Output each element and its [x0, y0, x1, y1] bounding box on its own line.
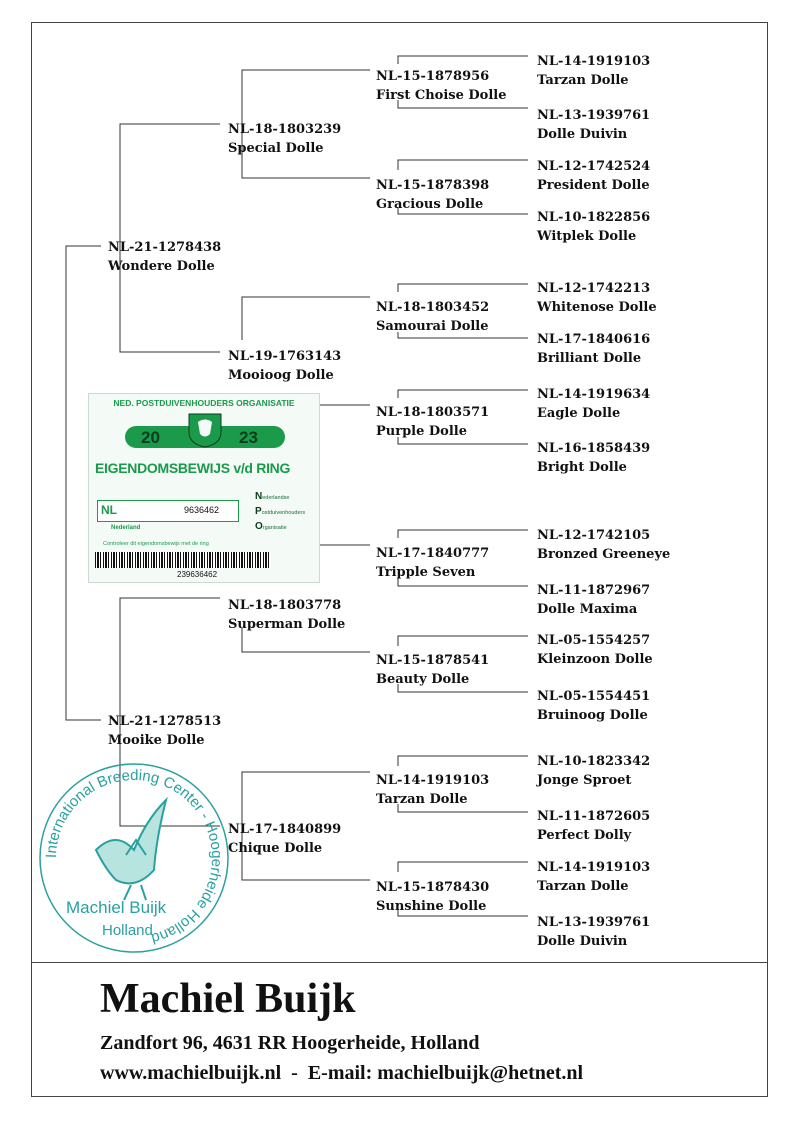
bird-name: Bright Dolle [537, 460, 627, 475]
ring-number: NL-21-1278513 [108, 714, 222, 729]
bird-name: Superman Dolle [228, 617, 346, 632]
ring-number: NL-21-1278438 [108, 240, 222, 255]
ring-number: NL-18-1803571 [376, 405, 490, 420]
great-great-grandparent-7 [537, 385, 650, 423]
card-check-text: Controleer dit eigendomsbewijs met de ring [103, 541, 209, 547]
ring-number: NL-19-1763143 [228, 349, 342, 364]
ring-number: NL-05-1554451 [537, 689, 651, 704]
great-great-grandparent-13 [537, 752, 650, 790]
great-great-grandparent-8 [537, 439, 650, 477]
ring-number: NL-14-1919103 [537, 54, 651, 69]
great-great-grandparent-3 [537, 157, 650, 195]
bird-name: Kleinzoon Dolle [537, 652, 653, 667]
great-grandparent-3 [376, 298, 489, 336]
card-ring-number: 9636462 [184, 505, 220, 515]
ring-number: NL-12-1742105 [537, 528, 651, 543]
npo-line-3: rganisatie [262, 525, 287, 531]
bird-name: Perfect Dolly [537, 828, 632, 843]
ring-number: NL-10-1822856 [537, 210, 651, 225]
footer-divider [31, 962, 768, 963]
ring-number: NL-15-1878430 [376, 880, 490, 895]
bird-name: Gracious Dolle [376, 197, 484, 212]
great-great-grandparent-9 [537, 526, 670, 564]
footer-address: Zandfort 96, 4631 RR Hoogerheide, Holland [100, 1032, 480, 1054]
grandparent-2 [228, 347, 341, 385]
ring-number: NL-14-1919103 [376, 773, 490, 788]
bird-name: Samourai Dolle [376, 319, 489, 334]
great-great-grandparent-12 [537, 687, 650, 725]
stamp-country: Holland [102, 922, 153, 939]
footer-contact [100, 1062, 583, 1085]
card-year-left: 20 [141, 428, 160, 447]
parent-1 [108, 238, 221, 276]
bird-name: President Dolle [537, 178, 650, 193]
great-great-grandparent-14 [537, 807, 650, 845]
great-great-grandparent-10 [537, 581, 650, 619]
bird-name: Brilliant Dolle [537, 351, 642, 366]
bird-name: Chique Dolle [228, 841, 323, 856]
ring-number: NL-17-1840899 [228, 822, 342, 837]
ring-number: NL-18-1803778 [228, 598, 342, 613]
ring-number: NL-18-1803239 [228, 122, 342, 137]
ring-number: NL-15-1878398 [376, 178, 490, 193]
card-title-main: EIGENDOMSBEWIJS [95, 460, 230, 476]
bird-name: Special Dolle [228, 141, 324, 156]
ring-number: NL-12-1742213 [537, 281, 651, 296]
footer-name: Machiel Buijk [100, 976, 356, 1022]
card-npo-logo: Nederlandse Postduivenhouders Organisatie [255, 491, 306, 532]
bird-name: Beauty Dolle [376, 672, 470, 687]
footer-separator: - [291, 1062, 298, 1084]
great-grandparent-5 [376, 544, 489, 582]
great-great-grandparent-5 [537, 279, 657, 317]
bird-name: Mooike Dolle [108, 733, 205, 748]
card-year-right: 23 [239, 428, 258, 447]
parent-2 [108, 712, 221, 750]
bird-name: Dolle Duivin [537, 127, 628, 142]
great-grandparent-2 [376, 176, 489, 214]
bird-name: Dolle Duivin [537, 934, 628, 949]
bird-name: Tripple Seven [376, 565, 476, 580]
card-country-code: NL [101, 503, 117, 517]
great-great-grandparent-16 [537, 913, 650, 951]
card-title-suffix: v/d RING [233, 460, 291, 476]
ring-number: NL-16-1858439 [537, 441, 651, 456]
great-grandparent-7 [376, 771, 489, 809]
bird-name: Bruinoog Dolle [537, 708, 648, 723]
ring-number: NL-10-1823342 [537, 754, 651, 769]
great-great-grandparent-2 [537, 106, 650, 144]
card-country: Nederland [111, 525, 141, 531]
great-great-grandparent-4 [537, 208, 650, 246]
bird-name: Dolle Maxima [537, 602, 638, 617]
barcode-number: 239636462 [177, 570, 218, 579]
bird-name: Tarzan Dolle [537, 879, 629, 894]
grandparent-1 [228, 120, 341, 158]
bird-name: Tarzan Dolle [537, 73, 629, 88]
bird-name: Eagle Dolle [537, 406, 621, 421]
card-org: NED. POSTDUIVENHOUDERS ORGANISATIE [113, 398, 295, 408]
great-great-grandparent-15 [537, 858, 650, 896]
ring-number: NL-12-1742524 [537, 159, 651, 174]
footer-website[interactable]: www.machielbuijk.nl [100, 1062, 282, 1084]
bird-name: Purple Dolle [376, 424, 467, 439]
ownership-card [88, 393, 320, 583]
bird-name: Wondere Dolle [108, 259, 215, 274]
great-grandparent-4 [376, 403, 489, 441]
great-great-grandparent-11 [537, 631, 653, 669]
ring-number: NL-17-1840777 [376, 546, 490, 561]
connector-gp-2a [242, 297, 370, 340]
great-grandparent-8 [376, 878, 489, 916]
bird-name: Mooioog Dolle [228, 368, 334, 383]
great-grandparent-1 [376, 67, 506, 105]
bird-name: Jonge Sproet [537, 773, 632, 788]
ring-number: NL-11-1872605 [537, 809, 651, 824]
bird-name: Sunshine Dolle [376, 899, 487, 914]
barcode [95, 552, 271, 568]
npo-line-1: ederlandse [262, 495, 290, 501]
bird-name: Whitenose Dolle [537, 300, 657, 315]
npo-line-2: ostduivenhouders [261, 510, 306, 516]
bird-name: Witplek Dolle [537, 229, 637, 244]
bird-name: First Choise Dolle [376, 88, 507, 103]
ring-number: NL-14-1919634 [537, 387, 651, 402]
great-great-grandparent-6 [537, 330, 650, 368]
ring-number: NL-13-1939761 [537, 108, 651, 123]
ring-number: NL-14-1919103 [537, 860, 651, 875]
stamp-name: Machiel Buijk [66, 898, 167, 917]
footer-email[interactable]: E-mail: machielbuijk@hetnet.nl [307, 1062, 584, 1084]
great-grandparent-6 [376, 651, 489, 689]
grandparent-3 [228, 596, 345, 634]
card-title [95, 460, 290, 476]
lion-crest-icon [185, 412, 225, 448]
ring-number: NL-17-1840616 [537, 332, 651, 347]
ring-number: NL-05-1554257 [537, 633, 651, 648]
stamp-ring-text: International Breeding Center - Hoogerheide Holland [42, 766, 226, 947]
great-great-grandparent-1 [537, 52, 650, 90]
bird-name: Bronzed Greeneye [537, 547, 671, 562]
grandparent-4 [228, 820, 341, 858]
ring-number: NL-15-1878541 [376, 653, 490, 668]
bird-name: Tarzan Dolle [376, 792, 468, 807]
eagle-icon [96, 800, 166, 900]
ring-number: NL-15-1878956 [376, 69, 490, 84]
ring-number: NL-11-1872967 [537, 583, 651, 598]
ring-number: NL-13-1939761 [537, 915, 651, 930]
ring-number: NL-18-1803452 [376, 300, 490, 315]
